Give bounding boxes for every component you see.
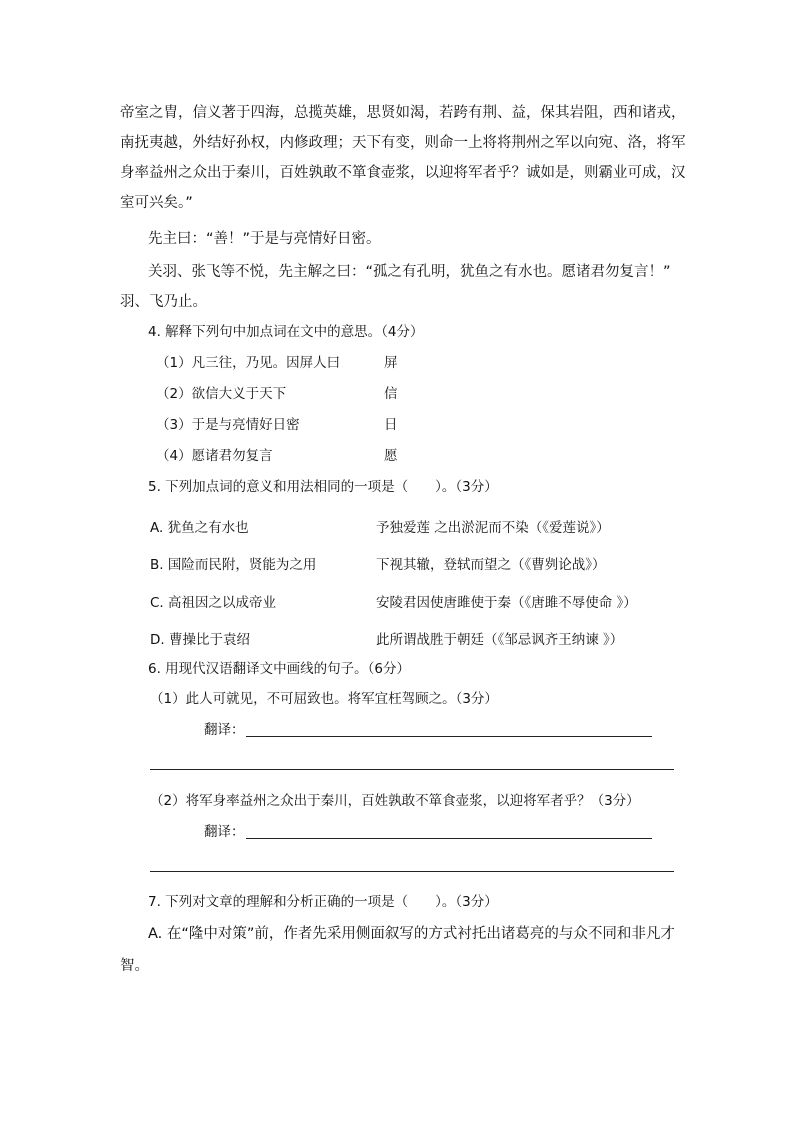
q5-option-c-left: C. 高祖因之以成帝业: [150, 595, 277, 611]
passage-para-3-line-2: 羽、飞乃止。: [120, 294, 207, 310]
passage-line-2: 南抚夷越，外结好孙权，内修政理；天下有变，则命一上将将荆州之军以向宛、洛，将军: [120, 135, 686, 151]
q6-translate-label-2: 翻译：: [204, 824, 245, 840]
passage-line-4: 室可兴矣。”: [120, 195, 193, 211]
q7-option-a-line-1: A. 在“隆中对策”前，作者先采用侧面叙写的方式衬托出诸葛亮的与众不同和非凡才: [148, 926, 675, 942]
q4-item-4-word: 愿: [384, 448, 398, 464]
q7-option-a-line-2: 智。: [120, 958, 149, 974]
q5-option-b-right: 下视其辙，登轼而望之（《曹刿论战》）: [376, 557, 606, 573]
q7-stem: 7. 下列对文章的理解和分析正确的一项是（ ）。（3分）: [148, 894, 498, 910]
q6-translate-label-1: 翻译：: [204, 722, 245, 738]
q6-answer-line-2b[interactable]: [150, 871, 674, 872]
passage-para-2: 先主曰：“善！”于是与亮情好日密。: [148, 231, 381, 247]
q4-item-2-word: 信: [384, 386, 398, 402]
q5-stem: 5. 下列加点词的意义和用法相同的一项是（ ）。（3分）: [148, 479, 498, 495]
q4-item-3-sentence: （3）于是与亮情好日密: [156, 417, 300, 433]
q5-option-d-left: D. 曹操比于袁绍: [150, 632, 250, 648]
q5-option-a-left: A. 犹鱼之有水也: [150, 520, 249, 536]
q4-item-2-sentence: （2）欲信大义于天下: [156, 386, 287, 402]
q4-item-1-word: 屏: [384, 355, 398, 371]
q6-answer-line-2a[interactable]: [246, 838, 652, 839]
q5-option-a-right: 予独爱莲 之出淤泥而不染（《爱莲说》）: [376, 520, 610, 536]
q4-item-4-sentence: （4）愿诸君勿复言: [156, 448, 273, 464]
q6-sentence-2: （2）将军身率益州之众出于秦川，百姓孰敢不箪食壶浆，以迎将军者乎？（3分）: [150, 793, 640, 809]
q6-stem: 6. 用现代汉语翻译文中画线的句子。（6分）: [148, 661, 411, 677]
passage-line-1: 帝室之胄，信义著于四海，总揽英雄，思贤如渴，若跨有荆、益，保其岩阻，西和诸戎，: [120, 105, 686, 121]
q6-answer-line-1a[interactable]: [246, 736, 652, 737]
passage-line-3: 身率益州之众出于秦川，百姓孰敢不箪食壶浆，以迎将军者乎？诚如是，则霸业可成，汉: [120, 165, 686, 181]
q6-sentence-1: （1）此人可就见，不可屈致也。将军宜枉驾顾之。（3分）: [150, 691, 498, 707]
q5-option-b-left: B. 国险而民附，贤能为之用: [150, 557, 317, 573]
q6-answer-line-1b[interactable]: [150, 769, 674, 770]
q4-stem: 4. 解释下列句中加点词在文中的意思。（4分）: [148, 324, 424, 340]
passage-para-3-line-1: 关羽、张飞等不悦，先主解之曰：“孤之有孔明，犹鱼之有水也。愿诸君勿复言！”: [148, 264, 671, 280]
q5-option-d-right: 此所谓战胜于朝廷（《邹忌讽齐王纳谏 》）: [376, 632, 624, 648]
q4-item-3-word: 日: [384, 417, 398, 433]
q5-option-c-right: 安陵君因使唐雎使于秦（《唐雎不辱使命 》）: [376, 595, 637, 611]
q4-item-1-sentence: （1）凡三往，乃见。因屏人曰: [156, 355, 341, 371]
